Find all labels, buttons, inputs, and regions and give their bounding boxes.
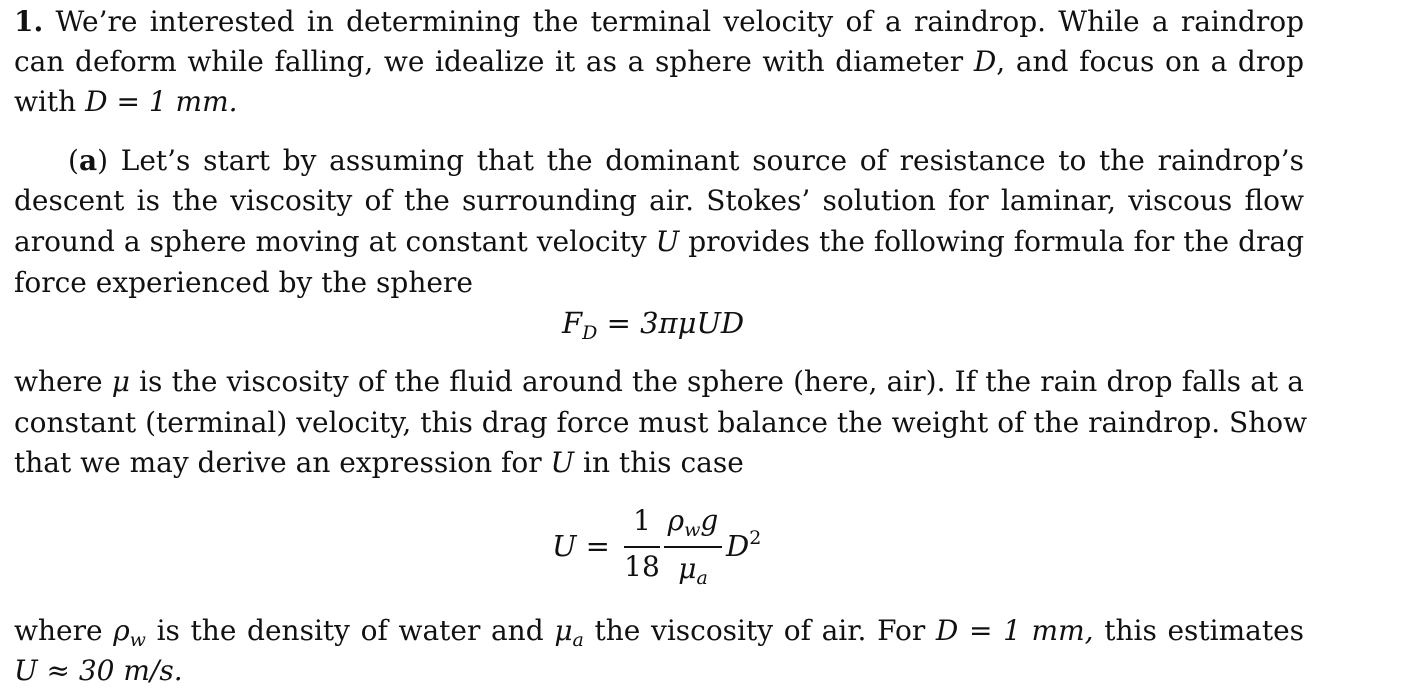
para2-line-2: constant (terminal) velocity, this drag force must balance the weight of the raindrop. Show <box>14 406 1308 439</box>
para3-line-2: U ≈ 30 m/s. <box>14 654 183 687</box>
para2-line-3: that we may derive an expression for U in this case <box>14 446 744 479</box>
variable-u: U <box>655 225 680 258</box>
part-a-line-3: around a sphere moving at constant velocity U provides the following formula for the drag <box>14 225 1304 258</box>
eq2-bar2 <box>664 546 722 548</box>
eq2-num2: $\rho_wg$ <box>667 504 719 541</box>
drag-force-equation: $F_D = 3\pi\mu UD$ <box>562 306 745 344</box>
part-a-line-4: force experienced by the sphere <box>14 266 473 299</box>
variable-mu: μ <box>111 365 130 398</box>
part-a-label: (a) <box>68 144 109 177</box>
para3-line-1: where $\rho_w$ is the density of water and $\mu_a$ the viscosity of air. For D = 1 mm, this estimates <box>14 614 1305 651</box>
intro-line-3: with D = 1 mm. <box>14 85 238 118</box>
intro-line-1 <box>14 2 1304 42</box>
part-a-line-2: descent is the viscosity of the surrounding air. Stokes’ solution for laminar, viscous flow <box>14 184 1304 217</box>
part-a-line-1: (a) Let’s start by assuming that the dominant source of resistance to the raindrop’s <box>68 144 1304 177</box>
eq2-num1: 1 <box>633 504 651 537</box>
diameter-value: D = 1 mm. <box>85 85 238 118</box>
variable-d: D <box>973 45 997 78</box>
para2-line-1: where μ is the viscosity of the fluid around the sphere (here, air). If the rain drop falls at a <box>14 365 1305 398</box>
intro-line-2: can deform while falling, we idealize it as a sphere with diameter D, and focus on a drop <box>14 45 1305 78</box>
eq2-den1: 18 <box>624 550 660 583</box>
eq2-den2: $\mu_a$ <box>678 552 708 589</box>
eq2-lhs: U = <box>552 529 610 563</box>
eq2-bar1 <box>624 546 660 548</box>
intro-text-1: We’re interested in determining the terminal velocity of a raindrop. While a raindrop <box>55 5 1304 38</box>
problem-number: 1. <box>14 5 44 38</box>
eq2-tail: $D^2$ <box>726 527 762 563</box>
